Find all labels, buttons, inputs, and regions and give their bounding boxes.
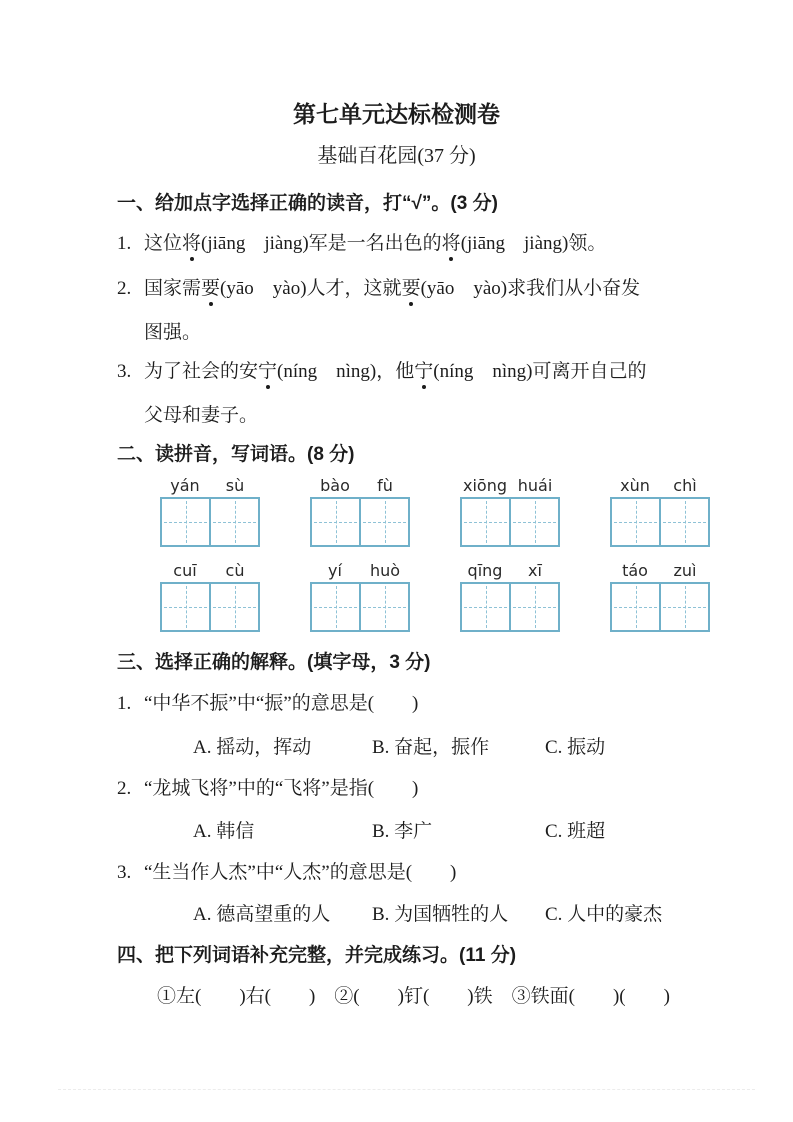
section2-heading: 二、读拼音，写词语。(8 分) [117,444,355,465]
writing-cell [209,584,258,630]
item-body [144,230,713,257]
pinyin-labels [460,475,560,497]
options-row [193,734,713,761]
pinyin-syllable: fù [377,476,393,495]
pinyin-syllable: zuì [673,561,697,580]
pinyin-syllable: qīng [467,561,503,580]
question-text: “中华不振”中“振”的意思是( ) [144,693,419,714]
dotted-character: 将 [442,230,461,257]
options-row [193,818,713,845]
pinyin-syllable: xùn [620,476,650,495]
pinyin-labels [310,560,410,582]
pinyin-syllable: sù [225,476,245,495]
pinyin-labels [460,560,560,582]
pinyin-word-block [310,475,410,547]
option-a: A. 韩信 [193,821,255,842]
pinyin-syllable: huò [369,561,401,580]
section3-item-2 [117,775,713,802]
section1-heading: 一、给加点字选择正确的读音，打“√”。(3 分) [117,193,498,214]
writing-grid [460,497,560,547]
writing-grid [460,582,560,632]
pinyin-labels [610,475,710,497]
writing-grid [310,582,410,632]
sentence-text: (níng nìng)，他 [277,361,415,382]
option-c: C. 振动 [545,737,606,758]
pinyin-word-block [160,560,260,632]
writing-cell [509,584,558,630]
option-a: A. 摇动，挥动 [193,737,312,758]
pinyin-word-block [310,560,410,632]
dotted-character: 要 [402,275,421,302]
option-b: B. 奋起，振作 [372,737,490,758]
writing-cell [462,584,509,630]
sentence-text: (jiāng jiàng)军是一名出色的 [201,233,442,254]
section1-item-3 [117,358,713,429]
pinyin-word-block [460,560,560,632]
sentence-text: (níng nìng)可离开自己的 [433,361,647,382]
pinyin-labels [160,475,260,497]
pinyin-syllable: huái [517,476,553,495]
item-number: 2. [117,778,132,799]
section3-item-3 [117,859,713,886]
dotted-character: 要 [201,275,220,302]
writing-grid [610,582,710,632]
writing-grid [160,582,260,632]
writing-cell [312,499,359,545]
pinyin-syllable: xiōng [463,476,507,495]
question-text: “生当作人杰”中“人杰”的意思是( ) [144,862,457,883]
pinyin-syllable: xī [528,561,542,580]
item-number: 3. [117,862,132,883]
writing-grid [310,497,410,547]
sentence-with-dotted-chars [144,358,713,385]
page-title: 第七单元达标检测卷 [293,101,500,127]
item-number: 1. [117,233,132,254]
pinyin-word-block [460,475,560,547]
pinyin-grid-row-1 [160,475,710,547]
pinyin-syllable: táo [622,561,648,580]
dotted-character: 宁 [414,358,433,385]
writing-cell [462,499,509,545]
question-text: “龙城飞将”中的“飞将”是指( ) [144,778,419,799]
pinyin-syllable: yí [328,561,342,580]
writing-cell [359,499,408,545]
pinyin-syllable: cù [225,561,245,580]
sentence-text: (yāo yào)求我们从小奋发 [420,278,641,299]
writing-cell [312,584,359,630]
sentence-text: (jiāng jiàng)领。 [460,233,607,254]
writing-cell [612,584,659,630]
options-row [193,901,713,928]
section3-heading: 三、选择正确的解释。(填字母，3 分) [117,652,431,673]
sentence-text: 这位 [144,233,183,254]
fill-in-blanks-line: ①左( )右( ) ②( )钉( )铁 ③铁面( )( ) [157,986,670,1007]
writing-cell [162,584,209,630]
section1-item-2 [117,275,713,346]
option-a: A. 德高望重的人 [193,904,331,925]
dotted-character: 宁 [258,358,277,385]
item-body [144,358,713,429]
pinyin-labels [610,560,710,582]
dotted-character: 将 [182,230,201,257]
writing-cell [612,499,659,545]
sentence-text: (yāo yào)人才，这就 [220,278,402,299]
sentence-continuation: 图强。 [144,322,202,343]
section1-item-1 [117,230,713,257]
sentence-with-dotted-chars [144,230,713,257]
writing-cell [162,499,209,545]
item-number: 2. [117,278,132,299]
page-bottom-rule [58,1089,755,1090]
writing-cell [509,499,558,545]
option-c: C. 班超 [545,821,606,842]
item-number: 3. [117,361,132,382]
pinyin-syllable: cuī [173,561,197,580]
pinyin-word-block [610,475,710,547]
section3-item-1 [117,690,713,717]
sentence-text: 为了社会的安 [144,361,259,382]
option-b: B. 李广 [372,821,433,842]
pinyin-syllable: chì [673,476,697,495]
pinyin-syllable: yán [170,476,200,495]
pinyin-word-block [610,560,710,632]
pinyin-grid-row-2 [160,560,710,632]
option-b: B. 为国牺牲的人 [372,904,509,925]
writing-grid [610,497,710,547]
item-number: 1. [117,693,132,714]
writing-cell [209,499,258,545]
writing-grid [160,497,260,547]
writing-cell [659,584,708,630]
sentence-text: 国家需 [144,278,202,299]
pinyin-word-block [160,475,260,547]
pinyin-labels [310,475,410,497]
writing-cell [659,499,708,545]
section4-heading: 四、把下列词语补充完整，并完成练习。(11 分) [117,945,517,966]
option-c: C. 人中的豪杰 [545,904,663,925]
pinyin-labels [160,560,260,582]
page-subtitle: 基础百花园(37 分) [317,145,476,167]
item-body [144,275,713,346]
writing-cell [359,584,408,630]
sentence-continuation: 父母和妻子。 [144,405,259,426]
pinyin-syllable: bào [320,476,350,495]
sentence-with-dotted-chars [144,275,713,302]
